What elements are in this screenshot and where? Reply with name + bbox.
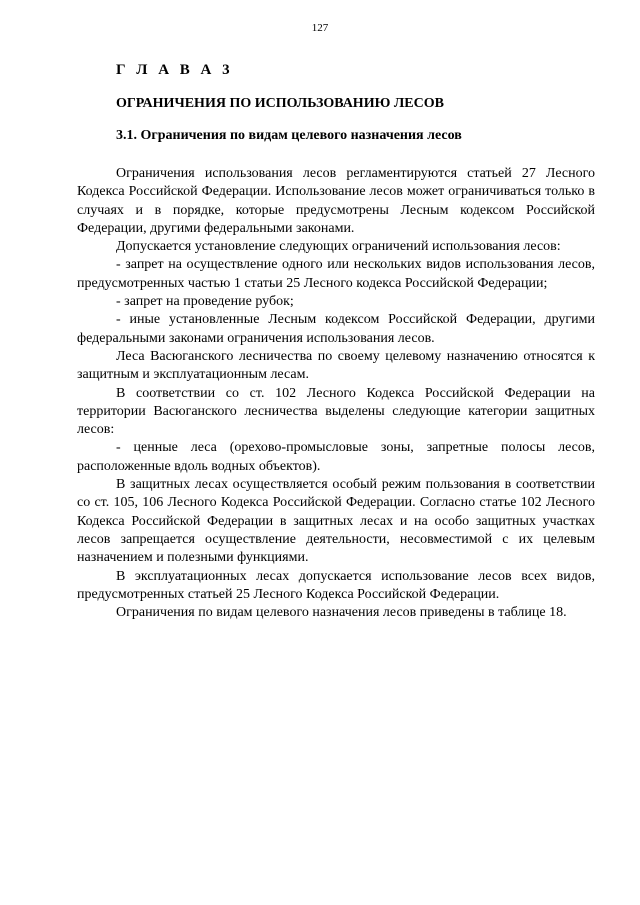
list-item: - ценные леса (орехово-промысловые зоны, запретные полосы лесов, расположенные вдоль водных объектов). [77, 440, 595, 474]
paragraph: В эксплуатационных лесах допускается использование лесов всех видов, предусмотренных статьей 25 Лесного Кодекса Российской Федерации. [77, 568, 595, 602]
page-number: 127 [311, 22, 329, 34]
chapter-label: Г Л А В А 3 [116, 62, 234, 78]
body-text [77, 165, 595, 622]
paragraph: Допускается установление следующих ограничений использования лесов: [116, 239, 561, 255]
paragraph: Ограничения по видам целевого назначения лесов приведены в таблице 18. [116, 605, 567, 621]
list-item: - запрет на осуществление одного или нескольких видов использования лесов, предусмотренных частью 1 статьи 25 Лесного кодекса Российской Федерации; [77, 257, 595, 291]
section-title: 3.1. Ограничения по видам целевого назначения лесов [116, 128, 462, 143]
paragraph: Леса Васюганского лесничества по своему целевому назначению относятся к защитным и эксплуатационным лесам. [77, 348, 595, 383]
list-item: - иные установленные Лесным кодексом Российской Федерации, другими федеральными законами ограничения использования лесов. [77, 312, 595, 346]
paragraph: В защитных лесах осуществляется особый режим пользования в соответствии со ст. 105, 106 Лесного Кодекса Российской Федерации. Согласно статье 102 Лесного Кодекса Российской Федерации в защитных лесах и на особо защитных участках лесов запрещается осуществление деятельности, несовместимой с их целевым назначением и полезными функциями. [77, 477, 595, 566]
chapter-title: ОГРАНИЧЕНИЯ ПО ИСПОЛЬЗОВАНИЮ ЛЕСОВ [116, 96, 444, 111]
list-item: - запрет на проведение рубок; [116, 294, 294, 310]
paragraph: В соответствии со ст. 102 Лесного Кодекса Российской Федерации на территории Васюганского лесничества выделены следующие категории защитных лесов: [77, 385, 595, 438]
paragraph: Ограничения использования лесов регламентируются статьей 27 Лесного Кодекса Российской Федерации. Использование лесов может ограничиваться только в случаях и в порядке, которые предусмотрены Лесным кодексом Российской Федерации, другими федеральными законами. [77, 166, 595, 236]
